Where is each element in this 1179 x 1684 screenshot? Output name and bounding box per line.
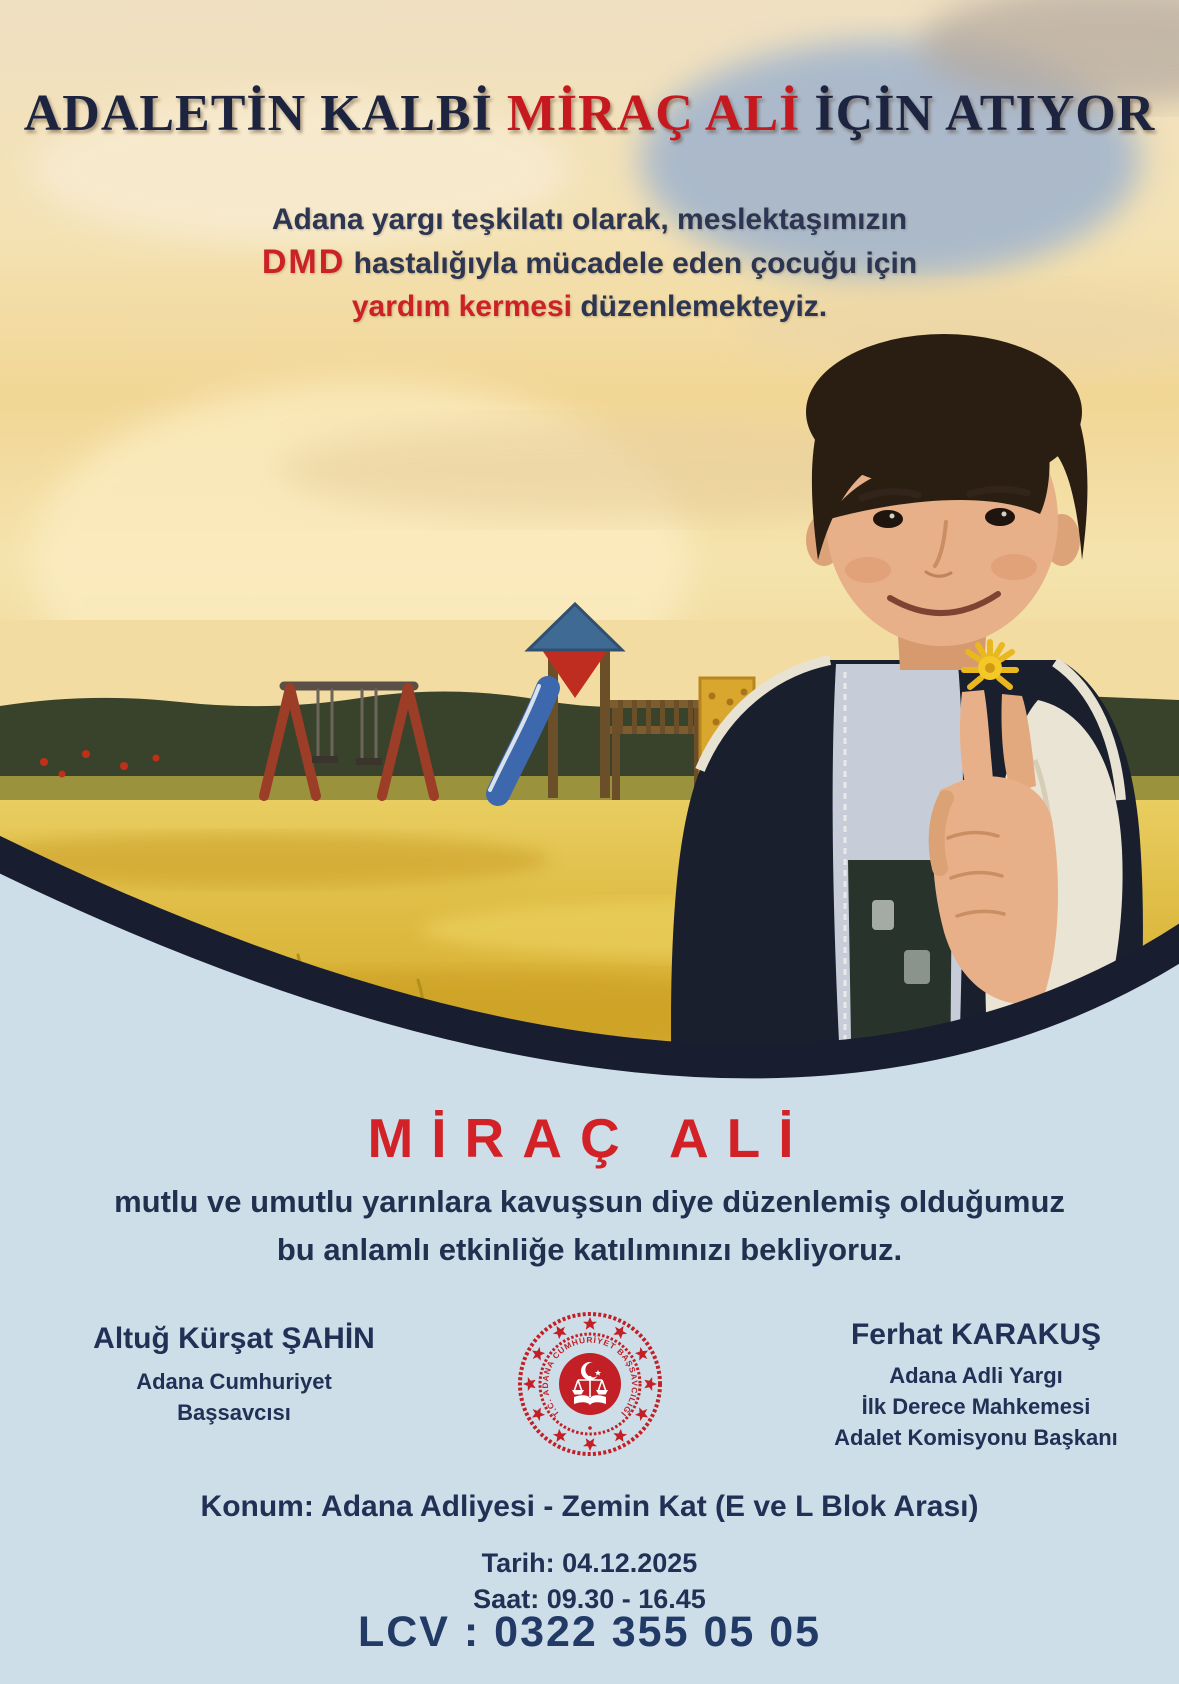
dmd-highlight: DMD bbox=[261, 243, 346, 281]
emblem-circular-text: T.C. ADANA CUMHURİYET BAŞSAVCILIĞI bbox=[540, 1335, 639, 1419]
intro-line2-text: hastalığıyla mücadele eden çocuğu için bbox=[353, 247, 918, 280]
signatory-left-role1: Adana Cumhuriyet bbox=[136, 1369, 332, 1394]
signatory-right-roles bbox=[786, 1360, 1166, 1453]
event-date: Tarih: 04.12.2025 bbox=[481, 1548, 698, 1578]
invitation-message bbox=[0, 1178, 1179, 1274]
intro-line1-text: Adana yargı teşkilatı olarak, meslektaşımızın bbox=[271, 203, 908, 236]
event-location: Konum: Adana Adliyesi - Zemin Kat (E ve L Blok Arası) bbox=[200, 1490, 979, 1523]
kermes-highlight: yardım kermesi bbox=[351, 290, 573, 323]
intro-text bbox=[0, 198, 1179, 328]
signatory-right-role3: Adalet Komisyonu Başkanı bbox=[834, 1425, 1118, 1450]
poster-title bbox=[0, 84, 1179, 143]
child-name-headline: MİRAÇ ALİ bbox=[367, 1107, 812, 1169]
intro-line3 bbox=[0, 285, 1179, 328]
message-line2: bu anlamlı etkinliğe katılımınızı bekliyoruz. bbox=[276, 1232, 903, 1267]
intro-line3-text: düzenlemekteyiz. bbox=[580, 290, 828, 323]
prosecutor-office-emblem bbox=[515, 1309, 665, 1459]
signatory-left-role2: Başsavcısı bbox=[177, 1400, 291, 1425]
signatory-left-name: Altuğ Kürşat ŞAHİN bbox=[93, 1322, 375, 1355]
intro-line2 bbox=[0, 241, 1179, 285]
signatory-left-roles bbox=[36, 1366, 432, 1428]
rsvp-phone: LCV : 0322 355 05 05 bbox=[357, 1608, 822, 1656]
signatory-left bbox=[36, 1322, 432, 1428]
title-part2: İÇİN ATIYOR bbox=[814, 85, 1156, 142]
intro-line1 bbox=[0, 198, 1179, 241]
emblem-seal-icon bbox=[515, 1309, 665, 1459]
event-datetime bbox=[0, 1545, 1179, 1617]
event-time: Saat: 09.30 - 16.45 bbox=[473, 1584, 706, 1614]
signatory-right-role2: İlk Derece Mahkemesi bbox=[861, 1394, 1091, 1419]
signatory-right-name: Ferhat KARAKUŞ bbox=[850, 1318, 1102, 1351]
signatory-right-role1: Adana Adli Yargı bbox=[889, 1363, 1063, 1388]
title-child-name: MİRAÇ ALİ bbox=[506, 85, 801, 142]
signatory-right bbox=[786, 1318, 1166, 1453]
title-part1: ADALETİN KALBİ bbox=[23, 85, 493, 142]
message-line1: mutlu ve umutlu yarınlara kavuşsun diye düzenlemiş olduğumuz bbox=[114, 1184, 1065, 1219]
